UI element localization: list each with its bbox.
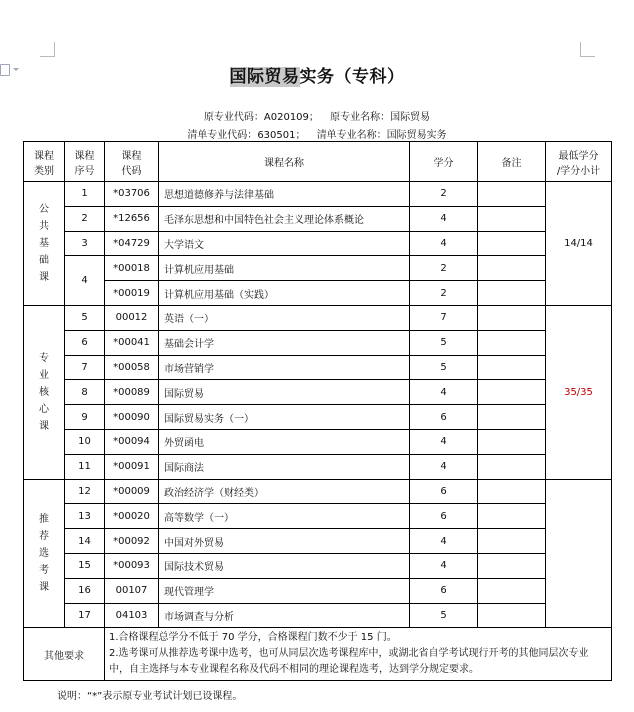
table-row (24, 182, 612, 207)
course-credit-cell: 5 (410, 603, 478, 628)
course-seq-cell: 16 (65, 578, 105, 603)
course-remark-cell (478, 603, 546, 628)
course-credit-cell: 5 (410, 355, 478, 380)
table-row (24, 454, 612, 479)
header-name: 课程名称 (159, 142, 410, 182)
category-subtotal-cell (546, 479, 612, 628)
course-credit-cell: 4 (410, 231, 478, 256)
course-table (23, 141, 612, 681)
course-name-cell: 高等数学（一） (159, 504, 410, 529)
header-category: 课程 类别 (24, 142, 65, 182)
course-credit-cell: 4 (410, 380, 478, 405)
course-remark-cell (478, 405, 546, 430)
header-credit: 学分 (410, 142, 478, 182)
course-seq-cell: 17 (65, 603, 105, 628)
course-code-cell: *04729 (105, 231, 159, 256)
course-credit-cell: 2 (410, 182, 478, 207)
course-name-cell: 国际技术贸易 (159, 553, 410, 578)
other-requirements-label: 其他要求 (24, 628, 105, 681)
course-credit-cell: 4 (410, 553, 478, 578)
course-seq-cell: 7 (65, 355, 105, 380)
table-header-row (24, 142, 612, 182)
original-major-code: 原专业代码：A020109； (203, 112, 319, 123)
table-row (24, 529, 612, 554)
table-row (24, 405, 612, 430)
table-row (24, 479, 612, 504)
course-seq-cell: 5 (65, 305, 105, 330)
course-seq-cell: 1 (65, 182, 105, 207)
course-name-cell: 计算机应用基础（实践） (159, 281, 410, 306)
course-credit-cell: 7 (410, 305, 478, 330)
course-code-cell: 04103 (105, 603, 159, 628)
course-remark-cell (478, 206, 546, 231)
category-cell: 专 业 核 心 课 (24, 305, 65, 479)
course-credit-cell: 6 (410, 504, 478, 529)
course-remark-cell (478, 256, 546, 281)
course-code-cell: *03706 (105, 182, 159, 207)
course-seq-cell: 15 (65, 553, 105, 578)
course-credit-cell: 4 (410, 454, 478, 479)
table-row (24, 578, 612, 603)
course-credit-cell: 4 (410, 529, 478, 554)
course-seq-cell: 3 (65, 231, 105, 256)
course-name-cell: 英语（一） (159, 305, 410, 330)
page-corner-mark-right (580, 42, 595, 57)
course-code-cell: *00093 (105, 553, 159, 578)
header-min-credit: 最低学分 /学分小计 (546, 142, 612, 182)
course-name-cell: 毛泽东思想和中国特色社会主义理论体系概论 (159, 206, 410, 231)
course-remark-cell (478, 182, 546, 207)
course-seq-cell: 10 (65, 429, 105, 454)
course-remark-cell (478, 529, 546, 554)
course-code-cell: 00107 (105, 578, 159, 603)
course-code-cell: *00090 (105, 405, 159, 430)
other-requirements-row (24, 628, 612, 681)
table-row (24, 355, 612, 380)
course-credit-cell: 4 (410, 429, 478, 454)
header-remark: 备注 (478, 142, 546, 182)
header-code: 课程 代码 (105, 142, 159, 182)
course-seq-cell: 6 (65, 330, 105, 355)
course-code-cell: *00094 (105, 429, 159, 454)
course-seq-cell: 2 (65, 206, 105, 231)
course-remark-cell (478, 429, 546, 454)
course-seq-cell: 8 (65, 380, 105, 405)
requirement-line: 2.选考课可从推荐选考课中选考，也可从同层次选考课程库中，或湖北省自学考试现行开考的其他同层次专业中，自主选择与本专业课程名称及代码不相同的理论课程选考，达到学分规定要求。 (109, 648, 589, 676)
course-name-cell: 基础会计学 (159, 330, 410, 355)
course-name-cell: 中国对外贸易 (159, 529, 410, 554)
table-row (24, 603, 612, 628)
requirement-line: 1.合格课程总学分不低于 70 学分，合格课程门数不少于 15 门。 (109, 632, 397, 644)
course-name-cell: 大学语文 (159, 231, 410, 256)
course-remark-cell (478, 380, 546, 405)
course-credit-cell: 4 (410, 206, 478, 231)
table-row (24, 231, 612, 256)
course-seq-cell: 14 (65, 529, 105, 554)
course-seq-cell: 9 (65, 405, 105, 430)
course-remark-cell (478, 281, 546, 306)
course-code-cell: *12656 (105, 206, 159, 231)
course-code-cell: *00091 (105, 454, 159, 479)
course-name-cell: 思想道德修养与法律基础 (159, 182, 410, 207)
table-row (24, 429, 612, 454)
course-code-cell: *00041 (105, 330, 159, 355)
other-requirements-text (105, 628, 612, 681)
course-name-cell: 现代管理学 (159, 578, 410, 603)
list-major-code: 清单专业代码：630501； (187, 130, 306, 141)
course-seq-cell: 4 (65, 256, 105, 306)
course-code-cell: *00019 (105, 281, 159, 306)
table-row (24, 553, 612, 578)
course-seq-cell: 11 (65, 454, 105, 479)
course-name-cell: 计算机应用基础 (159, 256, 410, 281)
course-code-cell: *00089 (105, 380, 159, 405)
course-code-cell: 00012 (105, 305, 159, 330)
course-credit-cell: 2 (410, 281, 478, 306)
list-major-info (0, 126, 634, 141)
original-major-name: 原专业名称：国际贸易 (330, 112, 431, 123)
category-cell: 公 共 基 础 课 (24, 182, 65, 306)
course-name-cell: 市场营销学 (159, 355, 410, 380)
course-name-cell: 市场调查与分析 (159, 603, 410, 628)
footnote: 说明：“*”表示原专业考试计划已设课程。 (57, 691, 243, 702)
table-row (24, 256, 612, 281)
table-row (24, 504, 612, 529)
course-name-cell: 国际贸易实务（一） (159, 405, 410, 430)
table-row (24, 330, 612, 355)
page-corner-mark-left (40, 42, 55, 57)
list-major-name: 清单专业名称：国际贸易实务 (316, 130, 447, 141)
course-remark-cell (478, 454, 546, 479)
course-remark-cell (478, 355, 546, 380)
course-code-cell: *00018 (105, 256, 159, 281)
table-row (24, 206, 612, 231)
table-row (24, 305, 612, 330)
original-major-info (0, 108, 634, 123)
course-credit-cell: 2 (410, 256, 478, 281)
course-name-cell: 国际商法 (159, 454, 410, 479)
header-seq: 课程 序号 (65, 142, 105, 182)
course-remark-cell (478, 305, 546, 330)
title-rest-text: 实务（专科） (299, 67, 405, 87)
course-seq-cell: 13 (65, 504, 105, 529)
course-remark-cell (478, 578, 546, 603)
category-subtotal-cell: 14/14 (546, 182, 612, 306)
course-remark-cell (478, 504, 546, 529)
category-subtotal-cell: 35/35 (546, 305, 612, 479)
course-remark-cell (478, 553, 546, 578)
course-code-cell: *00009 (105, 479, 159, 504)
category-cell: 推 荐 选 考 课 (24, 479, 65, 628)
course-code-cell: *00058 (105, 355, 159, 380)
course-code-cell: *00092 (105, 529, 159, 554)
course-credit-cell: 6 (410, 578, 478, 603)
title-highlighted-text: 国际贸易 (229, 67, 300, 87)
course-remark-cell (478, 330, 546, 355)
course-remark-cell (478, 231, 546, 256)
table-row (24, 380, 612, 405)
course-name-cell: 政治经济学（财经类） (159, 479, 410, 504)
course-seq-cell: 12 (65, 479, 105, 504)
course-credit-cell: 5 (410, 330, 478, 355)
course-credit-cell: 6 (410, 405, 478, 430)
table-row (24, 281, 612, 306)
course-remark-cell (478, 479, 546, 504)
course-name-cell: 外贸函电 (159, 429, 410, 454)
course-code-cell: *00020 (105, 504, 159, 529)
document-title (0, 62, 634, 87)
course-credit-cell: 6 (410, 479, 478, 504)
course-name-cell: 国际贸易 (159, 380, 410, 405)
